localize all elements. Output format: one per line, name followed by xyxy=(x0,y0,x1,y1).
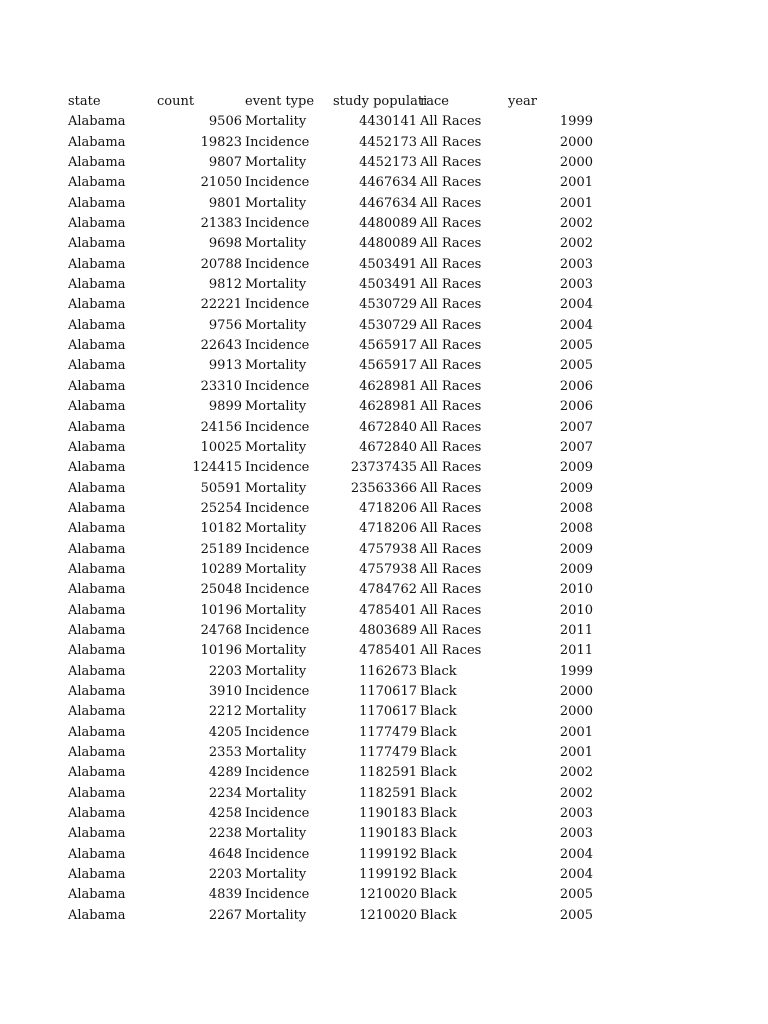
cell-count[interactable]: 9812 xyxy=(208,277,242,293)
cell-year[interactable]: 2005 xyxy=(559,338,593,354)
table-row xyxy=(0,824,768,844)
cell-study-population[interactable]: 4452173 xyxy=(359,134,417,150)
cell-race[interactable]: Black xyxy=(420,745,457,760)
cell-state[interactable]: Alabama xyxy=(68,236,126,252)
cell-study-population[interactable]: 4480089 xyxy=(359,236,417,252)
cell-race[interactable]: All Races xyxy=(420,155,482,171)
table-row xyxy=(0,519,768,539)
cell-event-type[interactable]: Mortality xyxy=(245,867,307,883)
table-row xyxy=(0,804,768,824)
table-row xyxy=(0,763,768,783)
cell-state[interactable]: Alabama xyxy=(68,683,126,699)
cell-race[interactable]: All Races xyxy=(420,480,482,496)
cell-state[interactable]: Alabama xyxy=(68,846,126,862)
cell-count[interactable]: 22643 xyxy=(200,338,242,354)
table-row xyxy=(0,458,768,478)
cell-count[interactable]: 9506 xyxy=(208,114,242,130)
cell-state[interactable]: Alabama xyxy=(68,195,126,211)
cell-race[interactable]: All Races xyxy=(420,358,482,374)
cell-state[interactable]: Alabama xyxy=(68,521,126,537)
header-event-type[interactable]: event type xyxy=(245,94,315,109)
cell-event-type[interactable]: Incidence xyxy=(245,724,310,740)
cell-state[interactable]: Alabama xyxy=(68,704,126,720)
cell-race[interactable]: All Races xyxy=(420,521,482,537)
cell-count[interactable]: 9899 xyxy=(208,399,242,415)
cell-state[interactable]: Alabama xyxy=(68,643,126,659)
cell-state[interactable]: Alabama xyxy=(68,561,126,577)
cell-year[interactable]: 2009 xyxy=(559,541,593,557)
table-row xyxy=(0,295,768,315)
table-row xyxy=(0,845,768,865)
cell-race[interactable]: Black xyxy=(420,867,457,883)
cell-count[interactable]: 10196 xyxy=(200,643,242,659)
cell-race[interactable]: All Races xyxy=(420,236,482,252)
cell-study-population[interactable]: 4565917 xyxy=(359,358,417,374)
cell-study-population[interactable]: 1199192 xyxy=(359,867,417,883)
cell-count[interactable]: 10196 xyxy=(200,602,242,618)
cell-state[interactable]: Alabama xyxy=(68,460,126,476)
cell-study-population[interactable]: 4530729 xyxy=(359,317,417,333)
cell-year[interactable]: 2007 xyxy=(559,439,593,455)
cell-race[interactable]: All Races xyxy=(420,439,482,455)
cell-count[interactable]: 22221 xyxy=(200,297,242,313)
cell-year[interactable]: 2009 xyxy=(559,561,593,577)
cell-year[interactable]: 2008 xyxy=(559,500,593,516)
cell-count[interactable]: 2212 xyxy=(208,704,242,720)
cell-study-population[interactable]: 4757938 xyxy=(359,561,417,577)
cell-state[interactable]: Alabama xyxy=(68,826,126,842)
table-row xyxy=(0,275,768,295)
cell-study-population[interactable]: 4503491 xyxy=(359,277,417,293)
cell-state[interactable]: Alabama xyxy=(68,338,126,354)
cell-study-population[interactable]: 1210020 xyxy=(359,887,417,903)
table-row xyxy=(0,499,768,519)
cell-study-population[interactable]: 4757938 xyxy=(359,541,417,557)
cell-count[interactable]: 25189 xyxy=(200,541,242,557)
cell-event-type[interactable]: Incidence xyxy=(245,806,310,822)
cell-state[interactable]: Alabama xyxy=(68,317,126,333)
cell-event-type[interactable]: Mortality xyxy=(245,704,307,720)
cell-state[interactable]: Alabama xyxy=(68,297,126,313)
cell-year[interactable]: 2004 xyxy=(559,846,593,862)
cell-race[interactable]: All Races xyxy=(420,622,482,638)
cell-event-type[interactable]: Mortality xyxy=(245,602,307,618)
cell-state[interactable]: Alabama xyxy=(68,114,126,130)
cell-event-type[interactable]: Incidence xyxy=(245,419,310,435)
cell-state[interactable]: Alabama xyxy=(68,134,126,150)
cell-count[interactable]: 21050 xyxy=(200,175,242,191)
cell-count[interactable]: 4289 xyxy=(208,765,242,781)
cell-study-population[interactable]: 4467634 xyxy=(359,195,417,211)
cell-count[interactable]: 4839 xyxy=(208,887,242,903)
cell-race[interactable]: Black xyxy=(420,785,457,801)
table-row xyxy=(0,479,768,499)
cell-race[interactable]: All Races xyxy=(420,114,482,130)
table-row xyxy=(0,112,768,132)
cell-event-type[interactable]: Incidence xyxy=(245,216,310,232)
cell-study-population[interactable]: 1210020 xyxy=(359,907,417,923)
cell-study-population[interactable]: 4803689 xyxy=(359,622,417,638)
cell-race[interactable]: All Races xyxy=(420,399,482,415)
cell-study-population[interactable]: 4718206 xyxy=(359,500,417,516)
cell-state[interactable]: Alabama xyxy=(68,582,126,598)
cell-event-type[interactable]: Mortality xyxy=(245,663,307,679)
cell-count[interactable]: 24768 xyxy=(200,622,242,638)
cell-event-type[interactable]: Incidence xyxy=(245,338,310,354)
cell-race[interactable]: Black xyxy=(420,826,457,842)
cell-year[interactable]: 2005 xyxy=(559,887,593,903)
cell-event-type[interactable]: Incidence xyxy=(245,683,310,699)
table-row xyxy=(0,173,768,193)
cell-race[interactable]: All Races xyxy=(420,378,482,394)
cell-event-type[interactable]: Mortality xyxy=(245,561,307,577)
cell-state[interactable]: Alabama xyxy=(68,419,126,435)
cell-study-population[interactable]: 4784762 xyxy=(359,582,417,598)
cell-state[interactable]: Alabama xyxy=(68,887,126,903)
cell-race[interactable]: All Races xyxy=(420,541,482,557)
cell-race[interactable]: All Races xyxy=(420,602,482,618)
cell-study-population[interactable]: 23737435 xyxy=(350,460,417,476)
cell-event-type[interactable]: Mortality xyxy=(245,195,307,211)
table-row xyxy=(0,418,768,438)
cell-count[interactable]: 2234 xyxy=(208,785,242,801)
table-row xyxy=(0,194,768,214)
cell-event-type[interactable]: Incidence xyxy=(245,378,310,394)
cell-count[interactable]: 24156 xyxy=(200,419,242,435)
header-race[interactable]: race xyxy=(420,94,449,109)
cell-count[interactable]: 4258 xyxy=(208,806,242,822)
header-state[interactable]: state xyxy=(68,94,101,109)
cell-event-type[interactable]: Mortality xyxy=(245,114,307,130)
table-row xyxy=(0,743,768,763)
table-row xyxy=(0,234,768,254)
table-row xyxy=(0,580,768,600)
cell-state[interactable]: Alabama xyxy=(68,541,126,557)
cell-state[interactable]: Alabama xyxy=(68,256,126,272)
cell-study-population[interactable]: 4565917 xyxy=(359,338,417,354)
cell-year[interactable]: 1999 xyxy=(559,663,593,679)
cell-event-type[interactable]: Mortality xyxy=(245,643,307,659)
table-row xyxy=(0,255,768,275)
cell-year[interactable]: 2011 xyxy=(559,643,593,659)
table-row xyxy=(0,153,768,173)
cell-study-population[interactable]: 4672840 xyxy=(359,419,417,435)
cell-race[interactable]: Black xyxy=(420,765,457,781)
cell-state[interactable]: Alabama xyxy=(68,745,126,760)
cell-count[interactable]: 20788 xyxy=(200,256,242,272)
cell-event-type[interactable]: Mortality xyxy=(245,358,307,374)
table-row xyxy=(0,641,768,661)
cell-study-population[interactable]: 1190183 xyxy=(359,826,417,842)
cell-race[interactable]: All Races xyxy=(420,460,482,476)
cell-study-population[interactable]: 4785401 xyxy=(359,643,417,659)
cell-event-type[interactable]: Mortality xyxy=(245,480,307,496)
cell-race[interactable]: All Races xyxy=(420,277,482,293)
cell-event-type[interactable]: Incidence xyxy=(245,541,310,557)
header-row xyxy=(0,92,768,112)
cell-state[interactable]: Alabama xyxy=(68,480,126,496)
table-row xyxy=(0,906,768,926)
cell-state[interactable]: Alabama xyxy=(68,378,126,394)
cell-year[interactable]: 2004 xyxy=(559,297,593,313)
cell-year[interactable]: 2003 xyxy=(559,826,593,842)
cell-event-type[interactable]: Incidence xyxy=(245,582,310,598)
cell-study-population[interactable]: 4672840 xyxy=(359,439,417,455)
cell-race[interactable]: All Races xyxy=(420,175,482,191)
cell-event-type[interactable]: Incidence xyxy=(245,500,310,516)
cell-race[interactable]: All Races xyxy=(420,419,482,435)
cell-count[interactable]: 21383 xyxy=(200,216,242,232)
spreadsheet-sheet xyxy=(0,92,768,926)
cell-race[interactable]: Black xyxy=(420,846,457,862)
cell-year[interactable]: 2010 xyxy=(559,602,593,618)
cell-event-type[interactable]: Incidence xyxy=(245,256,310,272)
cell-study-population[interactable]: 1162673 xyxy=(359,663,417,679)
cell-count[interactable]: 25048 xyxy=(200,582,242,598)
cell-year[interactable]: 2010 xyxy=(559,582,593,598)
cell-count[interactable]: 9913 xyxy=(208,358,242,374)
table-row xyxy=(0,682,768,702)
cell-count[interactable]: 23310 xyxy=(200,378,242,394)
header-year[interactable]: year xyxy=(508,94,538,109)
table-row xyxy=(0,702,768,722)
cell-study-population[interactable]: 4530729 xyxy=(359,297,417,313)
cell-race[interactable]: All Races xyxy=(420,216,482,232)
cell-state[interactable]: Alabama xyxy=(68,358,126,374)
cell-count[interactable]: 50591 xyxy=(200,480,242,496)
cell-state[interactable]: Alabama xyxy=(68,500,126,516)
cell-race[interactable]: Black xyxy=(420,663,457,679)
table-row xyxy=(0,214,768,234)
header-count[interactable]: count xyxy=(157,94,195,109)
cell-event-type[interactable]: Mortality xyxy=(245,236,307,252)
cell-state[interactable]: Alabama xyxy=(68,867,126,883)
cell-event-type[interactable]: Incidence xyxy=(245,460,310,476)
cell-race[interactable]: All Races xyxy=(420,643,482,659)
cell-year[interactable]: 2008 xyxy=(559,521,593,537)
cell-count[interactable]: 25254 xyxy=(200,500,242,516)
cell-study-population[interactable]: 1170617 xyxy=(359,683,417,699)
cell-study-population[interactable]: 1182591 xyxy=(359,765,417,781)
cell-state[interactable]: Alabama xyxy=(68,277,126,293)
table-row xyxy=(0,621,768,641)
cell-study-population[interactable]: 4430141 xyxy=(359,114,417,130)
table-row xyxy=(0,784,768,804)
cell-count[interactable]: 19823 xyxy=(200,134,242,150)
cell-race[interactable]: All Races xyxy=(420,195,482,211)
cell-state[interactable]: Alabama xyxy=(68,439,126,455)
cell-state[interactable]: Alabama xyxy=(68,175,126,191)
cell-state[interactable]: Alabama xyxy=(68,663,126,679)
cell-state[interactable]: Alabama xyxy=(68,399,126,415)
table-row xyxy=(0,356,768,376)
cell-event-type[interactable]: Incidence xyxy=(245,134,310,150)
cell-study-population[interactable]: 4503491 xyxy=(359,256,417,272)
cell-count[interactable]: 9801 xyxy=(208,195,242,211)
cell-year[interactable]: 2011 xyxy=(559,622,593,638)
cell-year[interactable]: 2001 xyxy=(559,745,593,760)
cell-year[interactable]: 2004 xyxy=(559,867,593,883)
cell-year[interactable]: 2005 xyxy=(559,358,593,374)
cell-year[interactable]: 2003 xyxy=(559,256,593,272)
cell-year[interactable]: 2009 xyxy=(559,460,593,476)
cell-event-type[interactable]: Mortality xyxy=(245,826,307,842)
table-row xyxy=(0,133,768,153)
table-row xyxy=(0,885,768,905)
cell-study-population[interactable]: 1182591 xyxy=(359,785,417,801)
cell-year[interactable]: 2003 xyxy=(559,277,593,293)
cell-state[interactable]: Alabama xyxy=(68,765,126,781)
cell-count[interactable]: 4205 xyxy=(208,724,242,740)
cell-year[interactable]: 2002 xyxy=(559,236,593,252)
cell-year[interactable]: 2001 xyxy=(559,195,593,211)
cell-count[interactable]: 9756 xyxy=(208,317,242,333)
cell-year[interactable]: 2000 xyxy=(559,683,593,699)
table-row xyxy=(0,865,768,885)
cell-event-type[interactable]: Mortality xyxy=(245,317,307,333)
data-rows xyxy=(0,112,768,926)
cell-study-population[interactable]: 4452173 xyxy=(359,155,417,171)
cell-race[interactable]: All Races xyxy=(420,500,482,516)
cell-count[interactable]: 3910 xyxy=(208,683,242,699)
cell-event-type[interactable]: Mortality xyxy=(245,745,307,760)
cell-year[interactable]: 2000 xyxy=(559,134,593,150)
cell-state[interactable]: Alabama xyxy=(68,155,126,171)
cell-study-population[interactable]: 1170617 xyxy=(359,704,417,720)
cell-event-type[interactable]: Incidence xyxy=(245,297,310,313)
cell-race[interactable]: Black xyxy=(420,806,457,822)
cell-count[interactable]: 10025 xyxy=(200,439,242,455)
cell-state[interactable]: Alabama xyxy=(68,602,126,618)
cell-study-population[interactable]: 4467634 xyxy=(359,175,417,191)
cell-race[interactable]: Black xyxy=(420,887,457,903)
cell-count[interactable]: 2203 xyxy=(208,867,242,883)
cell-count[interactable]: 9698 xyxy=(208,236,242,252)
cell-study-population[interactable]: 4718206 xyxy=(359,521,417,537)
cell-year[interactable]: 2001 xyxy=(559,724,593,740)
cell-state[interactable]: Alabama xyxy=(68,907,126,923)
cell-race[interactable]: All Races xyxy=(420,338,482,354)
table-row xyxy=(0,336,768,356)
table-row xyxy=(0,377,768,397)
cell-event-type[interactable]: Incidence xyxy=(245,175,310,191)
cell-year[interactable]: 2002 xyxy=(559,785,593,801)
cell-year[interactable]: 2006 xyxy=(559,378,593,394)
cell-study-population[interactable]: 23563366 xyxy=(350,480,417,496)
cell-study-population[interactable]: 1190183 xyxy=(359,806,417,822)
cell-year[interactable]: 2007 xyxy=(559,419,593,435)
cell-state[interactable]: Alabama xyxy=(68,785,126,801)
table-row xyxy=(0,438,768,458)
cell-event-type[interactable]: Mortality xyxy=(245,907,307,923)
cell-count[interactable]: 2203 xyxy=(208,663,242,679)
cell-year[interactable]: 2005 xyxy=(559,907,593,923)
table-row xyxy=(0,316,768,336)
cell-year[interactable]: 2000 xyxy=(559,704,593,720)
cell-state[interactable]: Alabama xyxy=(68,216,126,232)
cell-race[interactable]: All Races xyxy=(420,134,482,150)
cell-event-type[interactable]: Mortality xyxy=(245,155,307,171)
cell-race[interactable]: All Races xyxy=(420,297,482,313)
cell-count[interactable]: 2267 xyxy=(208,907,242,923)
table-row xyxy=(0,560,768,580)
cell-race[interactable]: All Races xyxy=(420,317,482,333)
cell-study-population[interactable]: 4628981 xyxy=(359,378,417,394)
cell-year[interactable]: 2006 xyxy=(559,399,593,415)
cell-study-population[interactable]: 1199192 xyxy=(359,846,417,862)
cell-event-type[interactable]: Incidence xyxy=(245,846,310,862)
cell-race[interactable]: All Races xyxy=(420,582,482,598)
cell-race[interactable]: All Races xyxy=(420,561,482,577)
cell-event-type[interactable]: Incidence xyxy=(245,622,310,638)
cell-year[interactable]: 2003 xyxy=(559,806,593,822)
cell-race[interactable]: All Races xyxy=(420,256,482,272)
cell-count[interactable]: 2238 xyxy=(208,826,242,842)
header-study-population[interactable]: study populati xyxy=(333,94,428,109)
cell-year[interactable]: 2004 xyxy=(559,317,593,333)
cell-event-type[interactable]: Mortality xyxy=(245,439,307,455)
cell-count[interactable]: 10182 xyxy=(200,521,242,537)
table-row xyxy=(0,662,768,682)
cell-race[interactable]: Black xyxy=(420,724,457,740)
cell-year[interactable]: 2002 xyxy=(559,216,593,232)
cell-year[interactable]: 2002 xyxy=(559,765,593,781)
cell-count[interactable]: 10289 xyxy=(200,561,242,577)
cell-count[interactable]: 2353 xyxy=(208,745,242,760)
cell-count[interactable]: 9807 xyxy=(208,155,242,171)
cell-year[interactable]: 1999 xyxy=(559,114,593,130)
cell-state[interactable]: Alabama xyxy=(68,806,126,822)
cell-study-population[interactable]: 4480089 xyxy=(359,216,417,232)
table-row xyxy=(0,601,768,621)
table-row xyxy=(0,723,768,743)
cell-event-type[interactable]: Mortality xyxy=(245,399,307,415)
cell-event-type[interactable]: Mortality xyxy=(245,785,307,801)
cell-event-type[interactable]: Incidence xyxy=(245,887,310,903)
cell-year[interactable]: 2009 xyxy=(559,480,593,496)
cell-study-population[interactable]: 4785401 xyxy=(359,602,417,618)
cell-event-type[interactable]: Mortality xyxy=(245,521,307,537)
table-row xyxy=(0,397,768,417)
cell-event-type[interactable]: Incidence xyxy=(245,765,310,781)
cell-race[interactable]: Black xyxy=(420,704,457,720)
cell-study-population[interactable]: 4628981 xyxy=(359,399,417,415)
cell-state[interactable]: Alabama xyxy=(68,724,126,740)
cell-year[interactable]: 2000 xyxy=(559,155,593,171)
cell-race[interactable]: Black xyxy=(420,907,457,923)
cell-event-type[interactable]: Mortality xyxy=(245,277,307,293)
cell-count[interactable]: 124415 xyxy=(192,460,242,476)
cell-state[interactable]: Alabama xyxy=(68,622,126,638)
cell-count[interactable]: 4648 xyxy=(208,846,242,862)
cell-study-population[interactable]: 1177479 xyxy=(359,745,417,760)
table-row xyxy=(0,540,768,560)
cell-study-population[interactable]: 1177479 xyxy=(359,724,417,740)
cell-year[interactable]: 2001 xyxy=(559,175,593,191)
cell-race[interactable]: Black xyxy=(420,683,457,699)
